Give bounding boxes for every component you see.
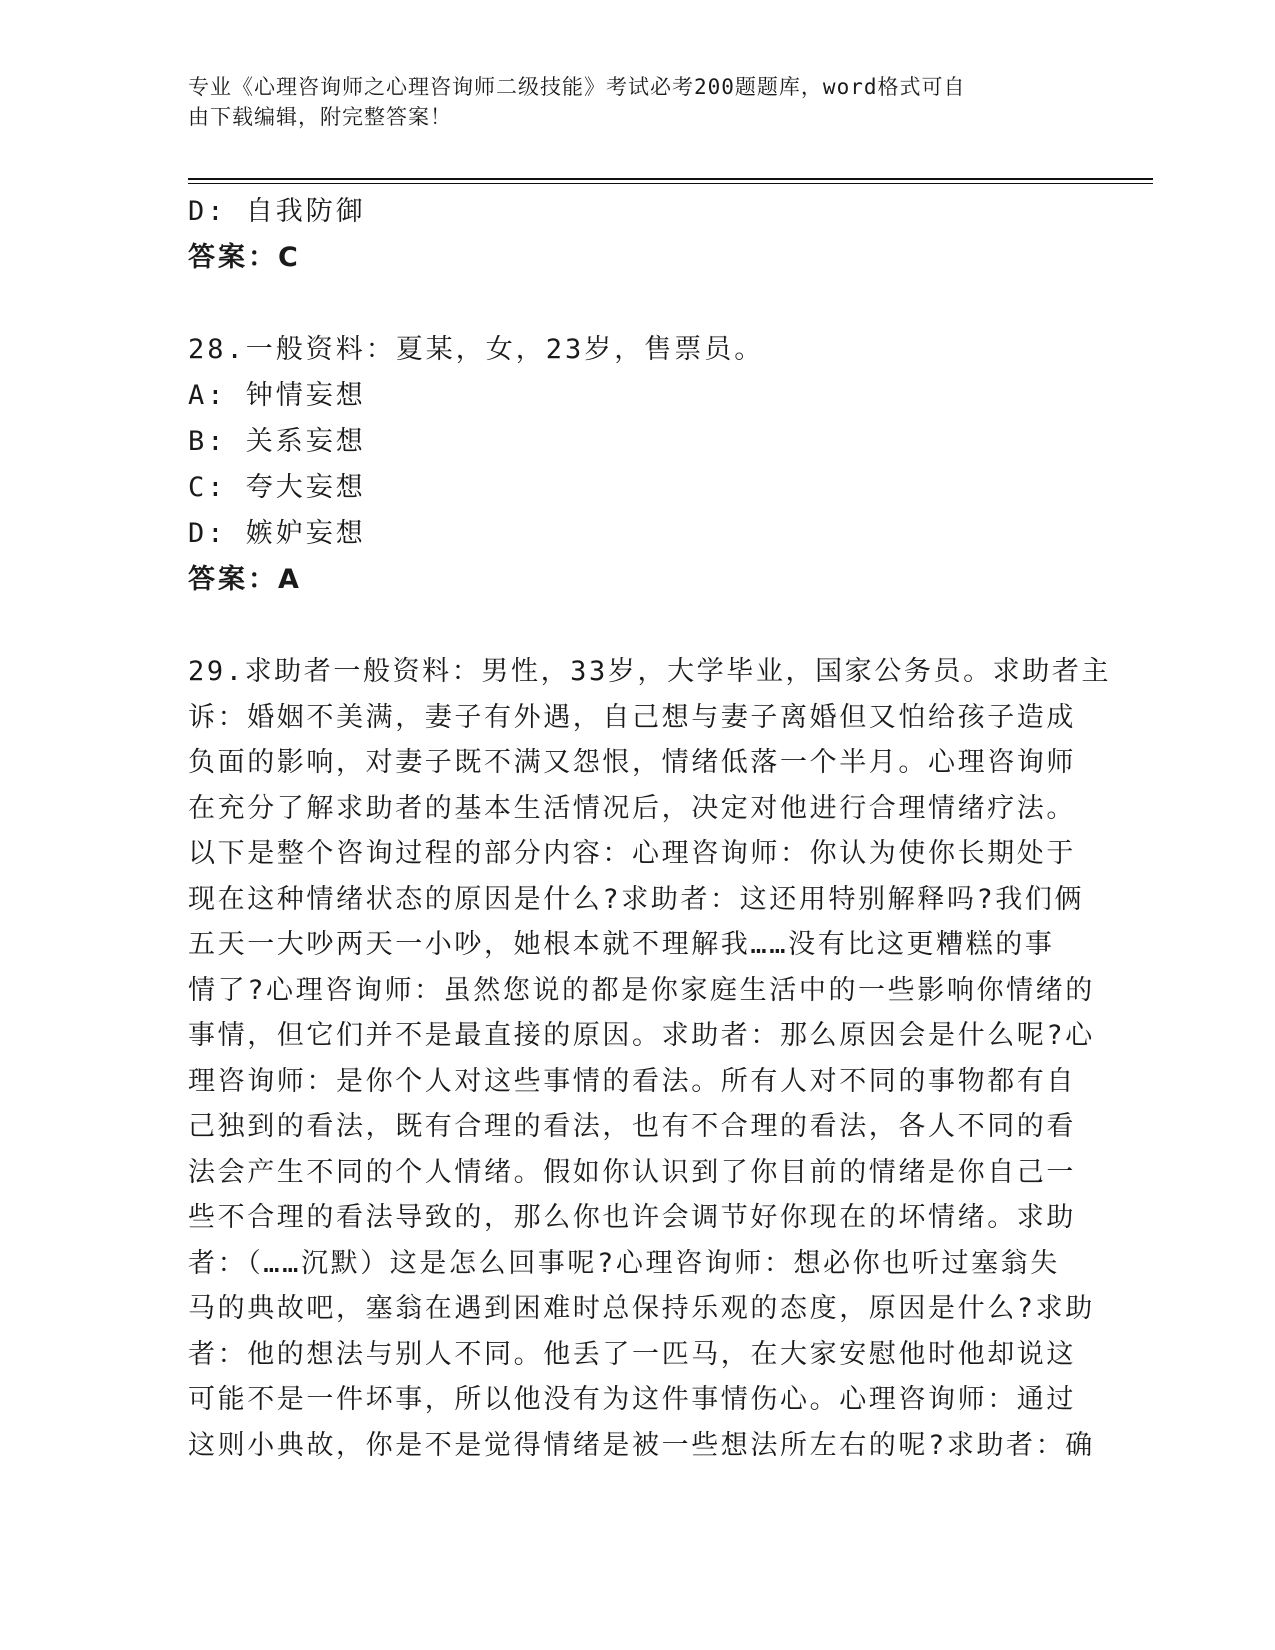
q28-option-a: A: 钟情妄想 bbox=[188, 380, 366, 411]
q28-option-b: B: 关系妄想 bbox=[188, 426, 366, 457]
q29-line: 诉：婚姻不美满，妻子有外遇，自己想与妻子离婚但又怕给孩子造成 bbox=[188, 701, 1076, 733]
q29-line: 者：他的想法与别人不同。他丢了一匹马，在大家安慰他时他却说这 bbox=[188, 1338, 1076, 1370]
q29-line: 在充分了解求助者的基本生活情况后，决定对他进行合理情绪疗法。 bbox=[188, 792, 1076, 824]
q28-answer: 答案：A bbox=[188, 564, 302, 595]
q27-option-d: D: 自我防御 bbox=[188, 196, 366, 227]
q29-line: 29.求助者一般资料：男性，33岁，大学毕业，国家公务员。求助者主 bbox=[188, 656, 1112, 687]
q29-line: 以下是整个咨询过程的部分内容：心理咨询师：你认为使你长期处于 bbox=[188, 838, 1076, 869]
q28-option-c: C: 夸大妄想 bbox=[188, 472, 366, 503]
q27-answer: 答案：C bbox=[188, 242, 301, 273]
header-title-line-1: 专业《心理咨询师之心理咨询师二级技能》考试必考200题题库，word格式可自 bbox=[188, 75, 966, 99]
q29-line: 法会产生不同的个人情绪。假如你认识到了你目前的情绪是你自己一 bbox=[188, 1156, 1076, 1188]
header-title-line-2: 由下载编辑，附完整答案！ bbox=[188, 105, 452, 129]
q29-line: 事情，但它们并不是最直接的原因。求助者：那么原因会是什么呢?心 bbox=[188, 1020, 1095, 1051]
q29-line: 可能不是一件坏事，所以他没有为这件事情伤心。心理咨询师：通过 bbox=[188, 1384, 1076, 1415]
document-body bbox=[188, 189, 1112, 1468]
header-divider bbox=[188, 178, 1153, 184]
q29-line: 情了?心理咨询师：虽然您说的都是你家庭生活中的一些影响你情绪的 bbox=[188, 974, 1095, 1006]
q29-line: 些不合理的看法导致的，那么你也许会调节好你现在的坏情绪。求助 bbox=[188, 1202, 1076, 1233]
q29-stem bbox=[188, 649, 1112, 1468]
q28-option-d: D: 嫉妒妄想 bbox=[188, 518, 366, 549]
q29-line: 这则小典故，你是不是觉得情绪是被一些想法所左右的呢?求助者：确 bbox=[188, 1429, 1095, 1461]
q29-line: 现在这种情绪状态的原因是什么?求助者：这还用特别解释吗?我们俩 bbox=[188, 883, 1085, 915]
q29-line: 己独到的看法，既有合理的看法，也有不合理的看法，各人不同的看 bbox=[188, 1111, 1076, 1142]
q29-line: 者：（……沉默）这是怎么回事呢?心理咨询师：想必你也听过塞翁失 bbox=[188, 1247, 1060, 1279]
q29-line: 马的典故吧，塞翁在遇到困难时总保持乐观的态度，原因是什么?求助 bbox=[188, 1293, 1095, 1324]
q28-stem: 28.一般资料：夏某，女，23岁，售票员。 bbox=[188, 334, 765, 365]
document-header bbox=[188, 72, 1068, 132]
q29-line: 五天一大吵两天一小吵，她根本就不理解我……没有比这更糟糕的事 bbox=[188, 929, 1055, 960]
q29-line: 理咨询师：是你个人对这些事情的看法。所有人对不同的事物都有自 bbox=[188, 1065, 1076, 1097]
spacer bbox=[188, 603, 1078, 649]
q29-line: 负面的影响，对妻子既不满又怨恨，情绪低落一个半月。心理咨询师 bbox=[188, 747, 1076, 778]
spacer bbox=[188, 281, 1078, 327]
